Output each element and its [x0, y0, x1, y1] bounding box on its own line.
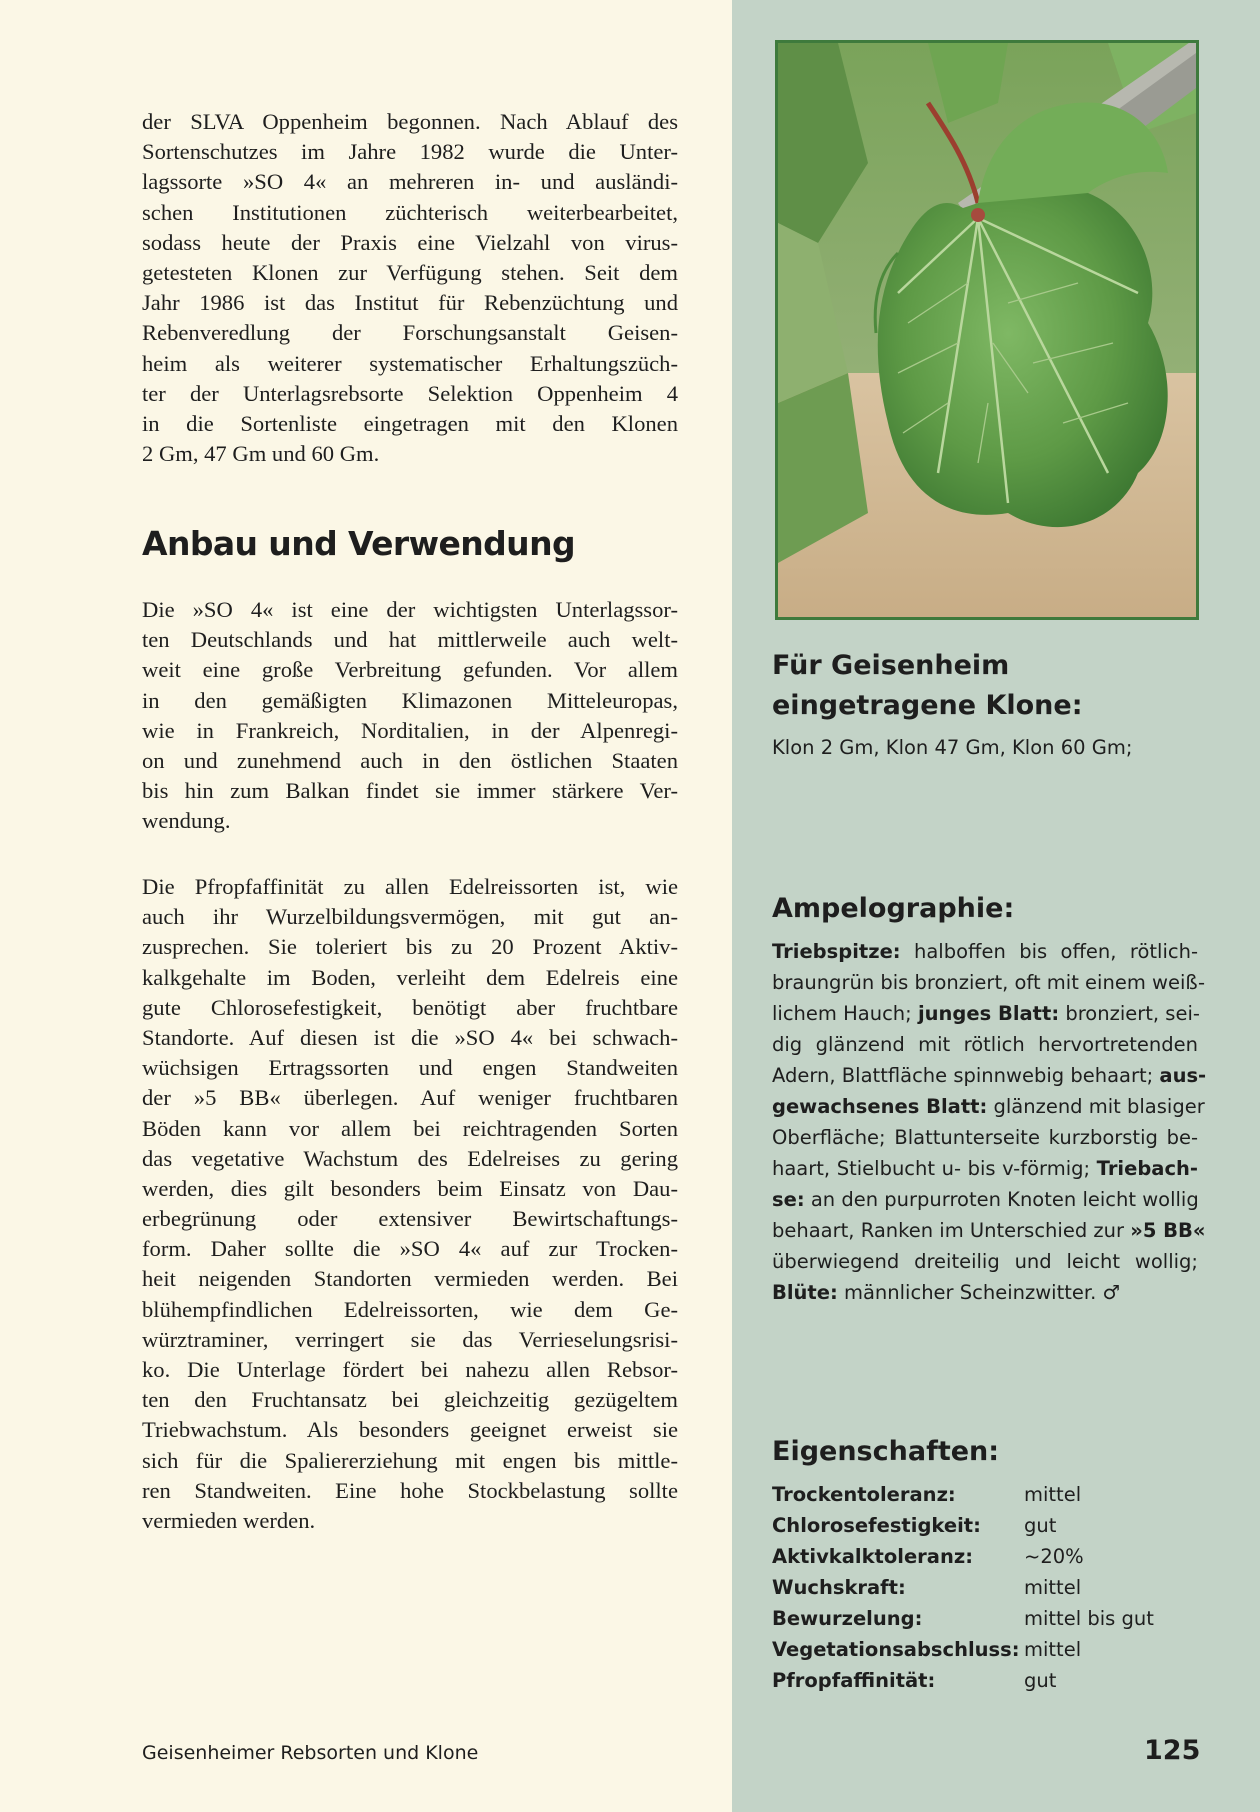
property-label: Pfropfaffinität: — [772, 1669, 936, 1692]
property-value: mittel bis gut — [1024, 1607, 1154, 1630]
ampelographie-line — [772, 1215, 1206, 1246]
ampelographie-line — [772, 1246, 1198, 1277]
property-value: gut — [1024, 1514, 1057, 1537]
property-row — [772, 1510, 1198, 1541]
property-label: Wuchskraft: — [772, 1576, 906, 1599]
text-line: Rebenveredlung der Forschungsanstalt Geisen- — [142, 320, 678, 346]
klone-heading — [772, 646, 1083, 726]
ampelographie-line — [772, 1153, 1198, 1184]
term-text: bronziert, sei- — [1059, 1002, 1200, 1025]
ampelographie-line — [772, 936, 1198, 967]
text-line: zusprechen. Sie toleriert bis zu 20 Prozent Aktiv- — [142, 934, 678, 960]
text-line: der SLVA Oppenheim begonnen. Nach Ablauf des — [142, 109, 678, 134]
term-label: junges Blatt: — [917, 1002, 1060, 1025]
term-label: aus- — [1159, 1064, 1207, 1087]
text-line: Sortenschutzes im Jahre 1982 wurde die Unter- — [142, 139, 678, 165]
property-label: Bewurzelung: — [772, 1607, 923, 1630]
text-line: kalkgehalte im Boden, verleiht dem Edelreis eine — [142, 964, 678, 990]
text-line: 2 Gm, 47 Gm und 60 Gm. — [142, 441, 380, 467]
term-text: dig glänzend mit rötlich hervortretenden — [772, 1033, 1198, 1056]
term-label: gewachsenes Blatt: — [772, 1095, 988, 1118]
text-line: wendung. — [142, 808, 231, 834]
text-line: ko. Die Unterlage fördert bei nahezu allen Rebsor- — [142, 1357, 678, 1382]
text-line: heim als weiterer systematischer Erhaltungszüch- — [142, 350, 678, 376]
term-text: halboffen bis offen, rötlich- — [900, 940, 1198, 963]
ampelographie-line — [772, 1277, 1198, 1308]
term-text: männlicher Scheinzwitter. ♂ — [837, 1281, 1120, 1304]
property-value: mittel — [1024, 1638, 1082, 1661]
text-line: der »5 BB« überlegen. Auf weniger fruchtbaren — [142, 1085, 678, 1111]
text-line: sich für die Spaliererziehung mit engen bis mittle- — [142, 1447, 678, 1473]
text-line: ter der Unterlagsrebsorte Selektion Oppenheim 4 — [142, 380, 678, 406]
paragraph-distribution — [142, 595, 678, 837]
ampelographie-line — [772, 967, 1206, 998]
paragraph-affinity — [142, 872, 678, 1536]
term-text: überwiegend dreiteilig und leicht wollig; — [772, 1250, 1198, 1273]
klone-heading-line1: Für Geisenheim — [772, 650, 1010, 681]
text-line: Die »SO 4« ist eine der wichtigsten Unterlagssor- — [142, 597, 678, 622]
term-text: lichem Hauch; — [772, 1002, 918, 1025]
text-line: würztraminer, verringert sie das Verrieselungsrisi- — [142, 1326, 678, 1352]
term-text: Oberfläche; Blattunterseite kurzborstig be- — [772, 1126, 1198, 1149]
property-row — [772, 1665, 1198, 1696]
property-row — [772, 1603, 1198, 1634]
text-line: gute Chlorosefestigkeit, benötigt aber fruchtbare — [142, 994, 678, 1020]
text-line: blühempfindlichen Edelreissorten, wie dem Ge- — [142, 1296, 678, 1322]
property-row — [772, 1541, 1198, 1572]
text-line: wüchsigen Ertragssorten und engen Standweiten — [142, 1055, 678, 1081]
property-label: Aktivkalktoleranz: — [772, 1545, 973, 1568]
klone-heading-line2: eingetragene Klone: — [772, 690, 1083, 721]
ampelographie-line — [772, 1029, 1198, 1060]
text-line: Die Pfropfaffinität zu allen Edelreissorten ist, wie — [142, 874, 678, 899]
text-line: on und zunehmend auch in den östlichen Staaten — [142, 747, 678, 773]
text-line: in den gemäßigten Klimazonen Mitteleuropas, — [142, 687, 678, 713]
grape-leaf-photo — [775, 40, 1199, 620]
ampelographie-line — [772, 1091, 1205, 1122]
text-line: erbegrünung oder extensiver Bewirtschaftungs- — [142, 1206, 678, 1232]
term-label: »5 BB« — [1130, 1219, 1206, 1242]
property-label: Vegetationsabschluss: — [772, 1638, 1020, 1661]
eigenschaften-heading: Eigenschaften: — [772, 1436, 1000, 1467]
property-value: ~20% — [1024, 1545, 1084, 1568]
property-label: Chlorosefestigkeit: — [772, 1514, 981, 1537]
running-footer: Geisenheimer Rebsorten und Klone — [142, 1742, 479, 1764]
eigenschaften-table — [772, 1479, 1198, 1696]
term-label: se: — [772, 1188, 805, 1211]
text-line: Triebwachstum. Als besonders geeignet erweist sie — [142, 1417, 678, 1443]
text-line: getesteten Klonen zur Verfügung stehen. Seit dem — [142, 259, 678, 285]
ampelographie-text — [772, 936, 1207, 1308]
text-line: das vegetative Wachstum des Edelreises zu gering — [142, 1145, 678, 1171]
term-label: Blüte: — [772, 1281, 838, 1304]
term-text: glänzend mit blasiger — [987, 1095, 1205, 1118]
property-value: gut — [1024, 1669, 1057, 1692]
property-row — [772, 1572, 1198, 1603]
klone-list: Klon 2 Gm, Klon 47 Gm, Klon 60 Gm; — [772, 736, 1133, 759]
text-line: auch ihr Wurzelbildungsvermögen, mit gut an- — [142, 904, 678, 930]
property-row — [772, 1634, 1198, 1665]
page-number: 125 — [1144, 1735, 1201, 1766]
ampelographie-line — [772, 1184, 1198, 1215]
term-label: Triebspitze: — [772, 940, 901, 963]
text-line: wie in Frankreich, Norditalien, in der Alpenregi- — [142, 717, 678, 743]
property-value: mittel — [1024, 1576, 1082, 1599]
text-line: Böden kann vor allem bei reichtragenden Sorten — [142, 1115, 678, 1141]
text-line: Jahr 1986 ist das Institut für Rebenzüchtung und — [142, 290, 678, 316]
text-line: sodass heute der Praxis eine Vielzahl von virus- — [142, 229, 678, 255]
term-label: Triebach- — [1096, 1157, 1198, 1180]
section-heading: Anbau und Verwendung — [142, 524, 575, 563]
text-line: werden, dies gilt besonders beim Einsatz von Dau- — [142, 1175, 678, 1201]
text-line: weit eine große Verbreitung gefunden. Vor allem — [142, 657, 678, 683]
text-line: bis hin zum Balkan findet sie immer stärkere Ver- — [142, 778, 678, 804]
text-line: schen Institutionen züchterisch weiterbearbeitet, — [142, 199, 678, 225]
text-line: ren Standweiten. Eine hohe Stockbelastung sollte — [142, 1477, 678, 1503]
term-text: haart, Stielbucht u- bis v-förmig; — [772, 1157, 1097, 1180]
text-line: ten den Fruchtansatz bei gleichzeitig gezügeltem — [142, 1387, 678, 1413]
property-row — [772, 1479, 1198, 1510]
term-text: Adern, Blattfläche spinnwebig behaart; — [772, 1064, 1160, 1087]
text-line: form. Daher sollte die »SO 4« auf zur Trocken- — [142, 1236, 678, 1262]
ampelographie-line — [772, 998, 1198, 1029]
text-line: vermieden werden. — [142, 1507, 316, 1533]
grape-leaf-image — [778, 43, 1196, 617]
ampelographie-line — [772, 1060, 1207, 1091]
property-label: Trockentoleranz: — [772, 1483, 956, 1506]
text-line: ten Deutschlands und hat mittlerweile auch welt- — [142, 627, 678, 653]
text-line: heit neigenden Standorten vermieden werden. Bei — [142, 1266, 678, 1292]
text-line: lagssorte »SO 4« an mehreren in- und ausländi- — [142, 169, 678, 195]
paragraph-intro — [142, 107, 678, 469]
term-text: an den purpurroten Knoten leicht wollig — [804, 1188, 1199, 1211]
term-text: behaart, Ranken im Unterschied zur — [772, 1219, 1131, 1242]
text-line: in die Sortenliste eingetragen mit den Klonen — [142, 410, 678, 436]
ampelographie-line — [772, 1122, 1198, 1153]
property-value: mittel — [1024, 1483, 1082, 1506]
text-line: Standorte. Auf diesen ist die »SO 4« bei schwach- — [142, 1024, 678, 1050]
term-text: braungrün bis bronziert, oft mit einem weiß- — [772, 971, 1206, 994]
ampelographie-heading: Ampelographie: — [772, 893, 1015, 924]
